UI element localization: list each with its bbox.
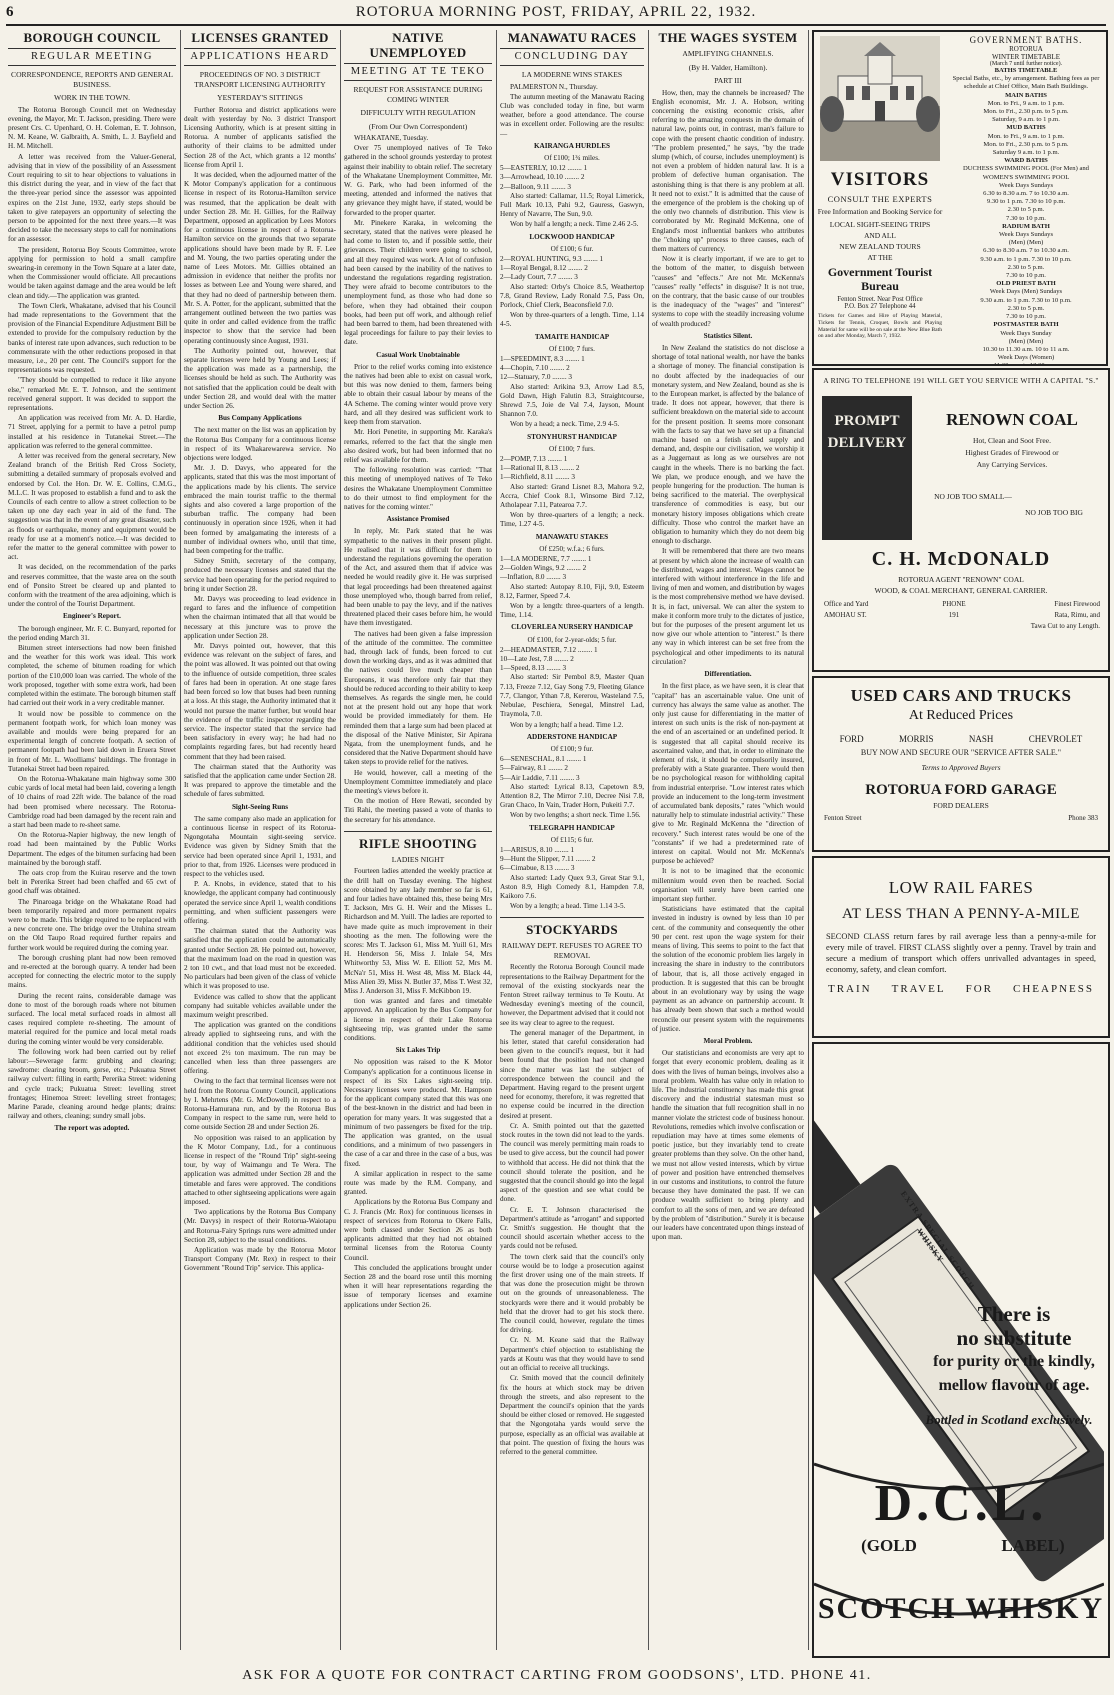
headline: THE WAGES SYSTEM [658,30,798,45]
paragraph: Our statisticians and economists are very apt to forget that every economic problem, dealing as it does with the lives of human beings, involves also a moral problem. Wealth has value only in relation to life. The industrial constituency has made this great discovery and the industrial statesman must so handle the situation that full recognition shall in no manner violate the strictest code of business honour. Revolutions, remedies which involve confiscation or repudiation may have at times some elements of poetic justice, but they invariably tend to create greater problems than they solve. On the other hand, we must not allow vested interests, which by virtue of power and position have entrenched themselves in our customs and institutions, to control the future because they have dominated the past. If we can produce wealth sufficient to bring plenty and comfort to all the sons of men, and we are defeated by the problem of "distribution." Surely it is because our leaders have concentrated upon things instead of upon man. [652,1049,804,1242]
paragraph: Of £115; 6 fur. [550,835,594,844]
paragraph: The application was granted on the conditions already applied to sightseeing runs, and with the additional condition that the vehicles used should not exceed 2½ ton maximum. The run may be cancelled when less than three passengers are offering. [184,1021,336,1076]
timetable-line: Week Days (Women) [997,354,1055,362]
paragraph: On the Rotorua-Whakatane main highway some 300 cubic yards of local metal had been laid, covering a length of 10 chains of road 22ft wide. The balance of the road had been promised where necessary. The Rotorua-Cambridge road had been damaged by the recent rain and a start had been made to re-sheet same. [8,774,176,829]
paragraph: Also started: Callamar, 11.5; Royal Limerick, Full Mark 10.13, Pahi 9.2, Gauress, Gaswyn, Henry of Navarre, The Sun, 9.0. [500,191,644,219]
deck: WORK IN THE TOWN. [54,93,130,102]
paragraph: Of £100; 1¾ miles. [544,153,600,162]
paragraph: Evidence was called to show that the applicant company had suitable vehicles available under the maximum weight prescribed. [184,992,336,1019]
paragraph: Further Rotorua and district applications were dealt with yesterday by No. 3 district Transport Licensing Authority, which is at present sitting in Rotorua. A number of applicants satisfied the authority of their claims to be admitted under Section 28 of the Act, which grants a 12 months' license from April 1. [184,105,336,169]
deck: (By H. Valder, Hamilton). [688,62,768,72]
paragraph: 5—Fairway, 8.1 ........ 2 [500,764,569,773]
paragraph: Mr. Davys was proceeding to lead evidence in regard to fares and the influence of competition when the chairman intimated that all that would be necessary at this juncture was to prove the application under Section 28. [184,595,336,640]
headline: MANAWATU RACES [507,30,637,45]
brand-chevrolet: CHEVROLET [1028,734,1083,744]
paragraph: 2—POMP, 7.13 ........ 1 [500,455,568,464]
timetable-line: 2.30 to 5 p.m. [1007,304,1045,312]
paragraph: Mr. Hori Penetite, in supporting Mr. Karaka's remarks, referred to the fact that the single men also desired work, but had been informed that no relief was available for them. [344,428,492,464]
whisky-slogan [926,1302,1102,1398]
slogan-word: TRAIN [828,983,872,995]
paragraph: 6—Cimabue, 8.13 ........ 3 [500,864,575,873]
slogan-line: no substitute [956,1326,1072,1350]
timetable-line: RADIUM BATH [1002,222,1050,230]
column-borough-council [8,30,176,1660]
paragraph: It was decided, when the adjourned matter of the K Motor Company's application for a continuous license in respect of its Rotorua-Hamilton service was resumed, that the application be dealt with under Section 28. Mr. H. Gillies, for the Railway Department, opposed an application by Lees Motors for a continuous license in respect of a Rotorua-Hamilton service on the grounds that two separate applications should have been made by R. F. Lee and M. Young, the two parties operating under the name of Lees Motors. Mr. Gillies obtained an admission in evidence that neither the profits nor losses as between Lee and Young were shared, and that they had no deed of partnership between them. Mr. S. A. Potter, for the applicant, submitted that the arrangement outlined between the two parties was quite in order and called evidence from the traffic inspector to show that the service had been operating continuously since August, 1931. [184,170,336,345]
paragraph: 6—SENESCHAL, 8.1 ........ 1 [500,755,587,764]
gold-label-left: (GOLD [861,1536,917,1555]
rail-body: SECOND CLASS return fares by rail average less than a penny-a-mile for every mile of travel. FIRST CLASS slightly over a penny. Travel by train and secure a medium of transport which offers unrivalled advantages in speed, economy, safety, and clean comfort. [826,932,1096,974]
slogan-line: mellow flavour of age. [938,1377,1090,1394]
paragraph: The chairman stated that the Authority was satisfied that the application could be automatically granted under Section 28. He pointed out, however, that the maximum load on the road in question was 2 ton 10 cwt., and that load must not be exceeded. No particulars had been given of the class of vehicle which it was proposed to use. [184,927,336,991]
cars-terms: Terms to Approved Buyers [921,763,1001,772]
paragraph: Cr. Smith moved that the council definitely fix the hours at which stock may be driven through the streets, and also represent to the Department the council's opinion that the yards should be either closed or removed. He suggested that the Ngongotaha yards would serve the purpose, especially as an official was available at that point. The question of fixing the hours was referred to the general committee. [500,1374,644,1456]
column-rule [340,30,341,1650]
timetable-line: Mon. to Fri., 9 a.m. to 1 p.m. [987,132,1065,140]
section-subhead: TAMAITE HANDICAP [534,332,610,341]
baths-title: GOVERNMENT BATHS. [969,35,1083,45]
coal-desc: Hot, Clean and Soot Free. [973,436,1051,445]
headline: LICENSES GRANTED [191,30,329,45]
coal-desc: Highest Grades of Firewood or [965,448,1059,457]
ad-used-cars [812,676,1110,852]
prompt-delivery-block [822,396,912,540]
timetable-line: OLD PRIEST BATH [996,280,1056,288]
paragraph: 2—HEADMASTER, 7.12 ........ 1 [500,645,598,654]
paragraph: Applications by the Rotorua Bus Company and C. J. Francis (Mr. Rox) for continuous licenses in respect of services from Rotorua to Okere Falls, were both classed under Section 26 as both applicants admitted that they had not obtained terminal licenses from the Rotorua County Council. [344,1198,492,1262]
paragraph: 1—LA MODERNE, 7.7 ........ 1 [500,555,592,564]
timetable-line: MAIN BATHS [1005,91,1047,99]
section-subhead: Assistance Promised [386,515,450,524]
paragraph: In reply, Mr. Park stated that he was sympathetic to the natives in their present plight. He realised that it was difficult for them to understand the regulations governing the operation of the Act, and assured them that if advice was needed he would readily give it. He was surprised that legal proceedings had been threatened against those unemployed who, though barred from relief, had been unable to pay the levy, and if the natives threatened placed their cases before him, he would have them investigated. [344,527,492,628]
paragraph: Also started: Autopay 8.10, Fiji, 9.0, Esteem 8.12, Farmer, Speed 7.4. [500,582,644,600]
paragraph: Also started: Sir Pembol 8.9, Master Quan 7.13, Freeze 7.12, Gay Song 7.9, Fleeting Glance 7.7, Clangor, Ythan 7.8, Kererou, Wasteland 7.5, Nebulae, Peschiera, Senegal, Minstrel Lad, Traymola, 7.0. [500,673,644,719]
prompt-delivery-label: PROMPT DELIVERY [827,413,907,451]
page-number: 6 [6,4,15,20]
timetable-line: BATHS TIMETABLE [994,67,1058,74]
brand-dcl: D.C.L. [874,1475,1048,1532]
timetable-line: 9.30 a.m. to 1 p.m. 7.30 to 10 p.m. [980,255,1072,263]
building-illustration-icon [820,36,940,161]
deck: LADIES NIGHT [391,854,445,864]
paragraph: Of £100; 7 furs. [549,444,595,453]
paragraph: It would now be possible to commence on the permanent footpath work, for which loan money was available and moulds were being prepared for an experimental length of concrete footpath. A section of permanent footpath had been laid down in Eruera Street in front of Mr. L. Woolliams' buildings. The frontage in Tutanekai Street had been repaired. [8,709,176,773]
paragraph: tion was granted and fares and timetable approved. An application by the Bus Company for a license in respect of their Lake Rotorua sightseeing trip, was granted under the same conditions. [344,997,492,1042]
rail-sub: AT LESS THAN A PENNY-A-MILE [842,906,1080,922]
paragraph: The natives had been given a false impression of the attitude of the committee. The committee had, through lack of funds, been forced to cut down the working days, and as it was admitted that the natives could live much cheaper than Europeans, it was therefore only fair that they should be reduced according to their ability to keep themselves. As regards the single men, he could not at the present hold out any hope that work would be provided immediately for them. He reminded them that a large sum had been placed at the disposal of the Native Minister, Sir Apirana Ngata, from the unemployment funds, and he considered that the Native Department should have taken steps to provide relief for the natives. [344,629,492,767]
paragraph: Over 75 unemployed natives of Te Teko gathered in the school grounds yesterday to protest against their inability to obtain relief. The secretary of the Whakatane Unemployment Committee, Mr. W. G. Park, who had been informed of the meeting, attended and informed the natives that any grievance they might have, if stated, would be forwarded to the proper quarter. [344,144,492,217]
paragraph: It was decided, on the recommendation of the parks and reserves committee, that the waste area on the south end of Ponsito Street be cleared up and planted to conform with the treatment of the area adjoining, which is under the control of the Tourist Department. [8,563,176,609]
bottle-label-text: EXTRA SPECIAL SCOTCH WHISKY [898,1189,977,1292]
paragraph: 2—Lady Court, 7.7 ........ 3 [500,273,578,282]
paragraph: The same company also made an application for a continuous license in respect of its Rotorua-Ngongotaha Mountain sight-seeing service. Evidence was given by Sidney Smith that the service had been operated since April 1, 1931, and prior to that, from 1926. Licenses were produced in respect to the vehicles used. [184,814,336,878]
section-subhead: KAIRANGA HURDLES [533,141,611,150]
timetable-line: 7.30 to 10 p.m. [1006,214,1046,222]
paragraph: Also started: Lyrical 8.13, Capetown 8.9, Attention 8.2, The Mirror 7.10, Decree Nisi 7.8, Gran Chaco, In Vain, Trader Horn, Pukeiti 7.7. [500,782,644,810]
paragraph: "They should be compelled to reduce it like anyone else," remarked Mr. E. T. Johnson, and the sentiment received general support. It was decided to support the representations. [8,376,176,412]
section-subhead: Six Lakes Trip [395,1046,441,1055]
coal-ring: A RING TO TELEPHONE 191 WILL GET YOU SERVICE WITH A CAPITAL "S." [823,376,1099,385]
paragraph: An application was received from Mr. A. D. Hardie, 71 Street, applying for a permit to have a petrol pump installed at his residence in Tutanekai Street.—The application was referred to the general committee. [8,414,176,450]
paragraph: During the recent rains, considerable damage was done to most of the borough roads where not bitumen surfaced. The local metal surfaced roads in almost all cases required complete re-sheeting. The amount of material required for the pumice and local metal roads during the coming winter would be very considerable. [8,991,176,1046]
paragraph: It will be remembered that there are two means at present by which alone the increase of wealth can be distributed, wages and interest. Wages cannot be interfered with without interference in the life and living of men and women, and distribution by wages is the most comprehensive method we have devised. It is, in fact, universal. We can alter the system to make it conform more truly to the dictates of justice, but for the purposes of the present argument let us now give our whole attention to "interest." Is there any way in which interest can be set free from the psychological and other impediments to its natural circulation? [652,547,804,666]
garage-dealers: FORD DEALERS [933,801,989,810]
brand-ford: FORD [839,734,864,744]
paragraph: Also started: Arikina 9.3, Arrow Lad 8.5, Gold Dawn, High Falutin 8.3, Straightcourse, Shrewd 7.5, Joie de Val 7.4, Jayson, Mount Shannon 7.0. [500,382,644,419]
paragraph: How, then, may the channels be increased? The English economist, Mr. J. A. Hobson, writing concerning the existing economic crisis, after referring to the amazing conquests in the domain of natural law, points out, in contrast, man's failure to cope with the present chaotic condition of industry. "The problem presented," he says, "by the trade slump (which, of course, includes unemployment) is not even a problem of hidden natural law. It is a problem of defective human organisation. The astonishing thing is that there is any problem at all. It need not to exist." It is admitted that the cause of the emergence of the problem is the choking up of the only two channels of distribution. This view is corroborated by Mr. Reginald McKenna, one of England's most influential bankers who attributes the "choking up" process to three causes, each of them matters of currency. [652,88,804,253]
headline-stockyards: STOCKYARDS [500,917,644,937]
paragraph: Statisticians have estimated that the capital invested in industry is owned by less than 10 per cent. of the community and consequently the other 90 per cent. rest upon the wage system for their means of living. This seems to point to the fact that the solution of the economic problem lies largely in increasing the share in industry to the contributors of labour, that is, all those actively engaged in production. It is suggested that this can be brought about in an evolutionary way by using the wage payment as an advance on partnership account. It has already been shown that such a method would reconcile our present system with the requirements of justice. [652,905,804,1033]
paragraph: 5—Air Laddie, 7.11 ........ 3 [500,773,580,782]
subheadline: CONCLUDING DAY [500,48,644,66]
timetable-line: 7.30 to 10 p.m. [1006,313,1046,321]
renown-title: RENOWN COAL [946,410,1078,429]
paragraph: Also started: Grand Lisnet 8.3, Mahora 9.2, Accra, Chief Cook 8.1, Winsome Bird 7.12, Atholapear 7.11, Patearoa 7.7. [500,482,644,510]
article-body [184,106,336,1274]
column-rule [496,30,497,1650]
paragraph: Recently the Rotorua Borough Council made representations to the Railway Department for the removal of the existing stockyards near the Fenton Street railway terminus to Te Koutu. At Wednesday evening's meeting of the council, however, the Department advised that it could not see its way clear to agree to the request. [500,963,644,1027]
paragraph: Won by a length; half a head. Time 1.2. [510,720,624,729]
paragraph: Of £100, for 2-year-olds; 5 fur. [527,635,617,644]
timetable-line: DUCHESS SWIMMING POOL (For Men) and WOMEN'S SWIMMING POOL [963,165,1089,181]
coal-small: NO JOB TOO SMALL— [934,492,1012,501]
paragraph: 10—Late Jest, 7.8 ........ 2 [500,655,574,664]
brand-morris: MORRIS [899,734,934,744]
section-subhead: Statistics Silent. [703,331,753,340]
paragraph: The next matter on the list was an application by the Rotorua Bus Company for a continuous license in respect of its Whakarewarewa service. No objections were lodged. [184,426,336,463]
firewood-line: Rata, Rimu, and [1054,611,1100,619]
rail-slogan [828,983,1094,995]
paragraph: Of £250; w.f.a.; 6 furs. [539,544,605,553]
paragraph: 1—Speed, 8.13 ........ 3 [500,664,567,673]
ad-dcl-whisky [812,1042,1110,1658]
paragraph: The borough crushing plant had now been removed and re-erected at the borough quarry. A tender had been accepted for connecting the electric motor to the supply mains. [8,953,176,990]
paragraph: The autumn meeting of the Manawatu Racing Club was concluded today in fine, but warm weather, before a good attendance. The course was in excellent order. Following are the results:— [500,92,644,138]
deck: AMPLIFYING CHANNELS. [682,49,774,58]
timetable-line: (Men) (Men) [1008,337,1044,345]
section-subhead: Bus Company Applications [218,414,302,423]
section-subhead: LOCKWOOD HANDICAP [529,232,615,241]
timetable-line: 7.30 to 10 p.m. [1006,272,1046,280]
paragraph: The following resolution was carried: "That this meeting of unemployed natives of Te Teko desires the Whakatane Unemployment Committee to do their utmost to find employment for the natives for the coming winter." [344,466,492,511]
timetable-line: 6.30 to 8.30 a.m. 7 to 10.30 a.m. [983,247,1069,255]
phone-label: PHONE [942,600,966,608]
column-rule [180,30,181,1650]
timetable-line: 10.30 to 11.30 a.m. 10 to 11 a.m. [982,345,1070,353]
rail-title: LOW RAIL FARES [888,878,1034,897]
baths-sub3: (March 7 until further notice). [989,61,1063,67]
timetable-line: 9.30 a.m. to 1 p.m. 7.30 to 10 p.m. [980,296,1072,304]
gold-label-right: LABEL) [1001,1536,1065,1555]
paragraph: Also started: Orby's Choice 8.5, Weathertop 7.8, Grand Review, Lady Ronald 7.5, Pass On, Porlock, Chief Clerk, Beaconsfield 7.0. [500,282,644,309]
section-subhead: Moral Problem. [703,1037,753,1046]
paragraph: Of £100; 6 fur. [550,244,594,253]
paragraph: The chairman stated that the Authority was satisfied that the application came under Section 28. It was prepared to approve the timetable and the schedule of fares submitted. [184,762,336,799]
timetable-line: Special Baths, etc., by arrangement. Bathing fees as per schedule at Chief Office, Main Bath Buildings. [952,75,1100,91]
garage-footer [824,814,1098,822]
cars-buy: BUY NOW AND SECURE OUR "SERVICE AFTER SALE." [860,748,1062,757]
office-label: Office and Yard [824,600,869,608]
paragraph: The Authority pointed out, however, that separate licenses were held by Young and Lees; if the application was made as a partnership, the licenses should be held as such. The Authority was not satisfied that the application could be dealt with under Section 28, and would deal with the matter under Section 26. [184,346,336,410]
paragraph: 3—Arrowhead, 10.10 ........ 2 [500,173,585,182]
paragraph: Won by three-quarters of a length; a neck. Time, 1.27 4-5. [500,511,644,529]
paragraph: PALMERSTON N., Thursday. [510,82,598,91]
timetable-line: 9.30 to 1 p.m. 7.30 to 10 p.m. [986,198,1066,206]
paragraph: 1—Richfield, 8.11 ........ 3 [500,473,575,482]
column-rule [648,30,649,1650]
timetable-line: Mon. to Fri., 2.30 p.m. to 5 p.m. [983,108,1069,116]
paragraph: No opposition was raised to the K Motor Company's application for a continuous license in respect of its Six Lakes sight-seeing trip. Necessary licenses were produced. Mr. Hampson for the applicant company stated that this was one of the best-known in the district and had been in operation for many years. It was suggested that a minimum of two passengers be fixed for the trip. The application was granted, on the usual conditions, and a minimum of two passengers in the case of a car and three in the case of a bus, was fixed. [344,1058,492,1168]
section-subhead: Casual Work Unobtainable [376,350,460,359]
firewood-line: Finest Firewood [1054,600,1100,608]
garage-name: ROTORUA FORD GARAGE [865,782,1057,798]
section-subhead: MANAWATU STAKES [535,532,609,541]
timetable-line: Mon. to Fri., 2.30 p.m. to 5 p.m. [983,140,1069,148]
slogan-word: FOR [965,983,994,995]
section-subhead: TELEGRAPH HANDICAP [529,823,615,832]
paragraph: 1—SPEEDMINT, 8.3 ........ 1 [500,354,585,363]
article-body [8,106,176,1134]
bureau-note: Tickets for Games and Hire of Playing Material, Tickets for Tennis, Croquet, Bowls and Playing Material for same will be on sale at the New Blue Bath on and after Monday, March 7, 1932. [818,313,942,340]
paragraph: 1—Rational II, 8.13 ........ 2 [500,464,580,473]
timetable-line: WARD BATHS [1004,157,1048,165]
paragraph: Won by a head; a neck. Time, 2.9 4-5. [510,420,620,429]
headline: BOROUGH COUNCIL [23,30,161,45]
paragraph: The Town Clerk, Whakatane, advised that his Council had made representations to the Government that the provision of the Financial Expenditure Adjustment Bill be extended to provide for the compulsory reduction by the banks of interest rate upon advances, such reduction to be commensurate with the other reductions proposed in that measure, i.e., 20 per cent. The Council's support for the representations was requested. [8,301,176,375]
masthead [6,2,1106,26]
section-subhead: Sight-Seeing Runs [231,802,289,811]
paragraph: In the first place, as we have seen, it is clear that "capital" has an ascertainable value. One unit of currency has always the same value as another. The only just cause for differentiating in the matter of interest on such units is the risk of non-payment at the end of an ascertained or an undefined period. It is suggested that all capital should receive its ascertained value, and that, in order to eliminate the element of risk, it should be compulsorily insured, preferably with a State guarantee. There would then be no psychological reason for withholding capital from industrial enterprise. "Low interest rates which provide an inducement to the long-term investment of accumulated bank deposits," rates "which would naturally help to stimulate industrial activity." These give to Mr. Reginald McKenna the "direction of recovery." Such interest rates would be one of the "constants" if we had a predetermined rate of interest on capital. Would not Mr. McKenna's purpose be achieved? [652,682,804,866]
cars-title: USED CARS AND TRUCKS [850,686,1072,705]
paragraph: 9—Hunt the Slipper, 7.11 ........ 2 [500,855,596,864]
paragraph: Won by two lengths; a short neck. Time 1.56. [510,811,641,820]
paragraph: Mr. J. D. Davys, who appeared for the applicants, stated that this was the most important of the applications made by his clients. The service embraced the main tourist traffic to the thermal sights and also covered a large proportion of the suburban traffic. The company had been continuously in operation since 1926, when it had been formed by amalgamating the interests of a number of individual owners who, until that time, had been competing for the traffic. [184,464,336,556]
garage-phone: Phone 383 [1068,814,1098,822]
paragraph: 5—EASTERLY, 10.12 ........ 1 [500,164,588,173]
headline-rifle-shooting: RIFLE SHOOTING [344,831,492,851]
paragraph: This concluded the applications brought under Section 28 and the board rose until this morning when it will hear representations regarding the issue of temporary licenses and examine applications under Section 26. [344,1263,492,1309]
slogan-word: CHEAPNESS [1013,983,1094,995]
visitors-line: NEW ZEALAND TOURS [839,242,921,251]
paragraph: In New Zealand the statistics do not disclose a shortage of total national wealth, nor have the banks a shortage of money. The financial constipation is no doubt affected by the inadequacies of our monetary system, and New Zealand, bound as she is to the European market, is affected by the balance of trade. It does not appear, however, that there is sufficient breakdown on the material side to account for the present position. It seems more consonant with the facts to say that we have set up a financial machine based on a fetish called supply and demand, and, despite our civilisation, we worship it as a Juggernaut as long as we ourselves are not caught in the wheels. There is no barking the fact. We plan, we produce enough, and we have the people hungering for the production. The human is being sacrificed to the material. The overphysical transference of commodities is easy, but our monetary history imposes obligations which create difficulty. Those who control the market have an obligation to humanity which they do not deem big enough to discharge. [652,343,804,546]
firewood-line: Tawa Cut to any Length. [1030,622,1100,630]
ad-government-baths [946,30,1108,366]
deck: DIFFICULTY WITH REGULATION [360,108,476,117]
paragraph: 1—ARISUS, 8.10 ........ 1 [500,845,575,854]
slogan-line: for purity or the kindly, [933,1353,1095,1370]
paragraph: The oats crop from the Kuirau reserve and the town belt in Pererika Street had been chaffed and 65 cwt of good chaff was obtained. [8,868,176,896]
timetable-line: Week Days Sunday [1000,329,1052,337]
paragraph: The general manager of the Department, in his letter, stated that careful consideration had been given to the council's request, but it had been found that the position had not changed since the matter was last the subject of correspondence between the council and the Department. Having regard to the present urgent need for economy, therefore, it was regretted that no expense could be incurred in the direction desired at present. [500,1028,644,1120]
cars-sub: At Reduced Prices [908,708,1014,723]
deck: LA MODERNE WINS STAKES [521,70,623,79]
paragraph: 2—Balloon, 9.11 ........ 3 [500,182,572,191]
bureau-address: Fenton Street. Near Post Office [837,296,923,303]
visitors-line: LOCAL SIGHT-SEEING TRIPS [829,220,931,229]
section-subhead: CLOVERLEA NURSERY HANDICAP [511,623,633,632]
column-wages-system [652,30,804,1660]
paragraph: The town clerk said that the council's only course would be to lodge a prosecution against the first drover using one of the main streets. If that was done the prosecution might be thrown out on the grounds of unreasonableness. The stockyards were there and it would probably be held that the drover had to get his stock there. The council could, however, regulate the times for driving. [500,1252,644,1335]
article-body [344,134,492,825]
visitors-line: Free Information and Booking Service for [817,207,943,216]
paragraph: He would, however, call a meeting of the Unemployment Committee immediately and place the meeting's views before it. [344,768,492,796]
paragraph: No opposition was raised to an application by the K Motor Company, Ltd., for a continuous license in respect of the "Round Trip" sight-seeing tour, by way of Waimangu and Te Wera. The application was admitted under Section 28 and the timetable and fares were approved. The conditions attached to other sightseeing applications were again imposed. [184,1133,336,1207]
paragraph: WHAKATANE, Tuesday. [354,134,429,142]
merchant-sub: ROTORUA AGENT "RENOWN" COAL [898,575,1024,584]
bureau-box: P.O. Box 27 Telephone 44 [844,303,916,310]
paragraph: A similar application in respect to the same route was made by the R.M. Company, and granted. [344,1169,492,1197]
paragraph: The Pinaroaga bridge on the Whakatane Road had been temporarily repaired and more permanent repairs were to be made. This bridge required to be replaced with a new concrete one. The bridge over the Utuhina stream on the Old Taupo Road required further repairs and further work would be required during the coming year. [8,897,176,952]
ad-renown-coal [812,368,1110,672]
section-subhead: The report was adopted. [54,1124,130,1133]
timetable-line: 2.30 to 5 p.m. [1007,206,1045,214]
timetable-line: 11.30 a.m. to 12.30 p.m. [993,362,1059,366]
paragraph: Prior to the relief works coming into existence the natives had been able to exist on casual work, but this was now denied to them, farmers being able to obtain their casual labour by means of the 4A Scheme. The coming winter would prove very hard, and all they desired was sufficient work to keep them from starvation. [344,362,492,427]
timetable-line: 6.30 to 8.30 a.m. 7 to 10.30 a.m. [983,190,1069,198]
timetable-line: MUD BATHS [1006,124,1046,132]
paragraph: Mr. Pinekere Karaka, in welcoming the secretary, stated that the natives were pleased he had come to listen to, and if possible settle, their grievances. Their children were going to school, and all they required was work. A lot of confusion had been caused by the inability of the natives to understand the regulations regarding registration. They were afraid to become contributors to the unemployment fund, as those who had done so before, when they had obtained their coupon books, had been put off work, and although relief had been barred to them, had been threatened with legal proceedings for failure to pay their levies to date. [344,218,492,347]
masthead-title: ROTORUA MORNING POST, FRIDAY, APRIL 22, 1932. [355,4,757,20]
ad-tourist-bureau [812,30,947,366]
paragraph: Cr. A. Smith pointed out that the gazetted stock routes in the town did not lead to the yards. The council was merely permitting main roads to be used to give access, but the council had power to withhold that access. He did not think that the council should tolerate the position, and he suggested that the council should go into the legal aspect of the question and see what could be done. [500,1121,644,1204]
column-manawatu-races [500,30,644,1660]
paragraph: Cr. E. T. Johnson characterised the Department's attitude as "arrogant" and supported Cr. Smith's suggestion. He thought that the council should ascertain whether access to the yards could not be refused. [500,1205,644,1251]
timetable-line: Week Days Sundays [998,181,1054,189]
deck: YESTERDAY'S SITTINGS [217,93,303,102]
car-brands [822,734,1100,744]
baths-timetable [946,67,1106,366]
bureau-name: Government Tourist Bureau [827,265,933,293]
paragraph: It is not to be imagined that the economic millennium would even then be reached. Social organisation will surely have been carried one important step further. [652,867,804,903]
garage-street: Fenton Street [824,814,862,822]
paragraph: Of £100; 7 furs. [549,344,595,353]
deck: CORRESPONDENCE, REPORTS AND GENERAL BUSINESS. [11,70,173,89]
merchant-name: C. H. McDONALD [871,548,1051,570]
paragraph: A letter was received from the Valuer-General, advising that in view of the possibility of an Assessment Court requiring to sit to hear objections to valuations in this district during the year, and in view of the fact that the three-year period since the assessor was appointed expires on the 21st June, 1932, early steps should be taken to give ratepayers an opportunity of selecting the person to be appointed for the next three years.—It was decided to take the necessary steps to call for nominations for an assessor. [8,152,176,244]
paragraph: Of £100; 9 fur. [550,744,594,753]
paragraph: Won by half a length; a neck. Time 2.46 2-5. [510,220,639,229]
brand-nash: NASH [968,734,994,744]
visitors-title: VISITORS [830,169,930,190]
section-subhead: STONYHURST HANDICAP [527,432,617,441]
paragraph: The Rotorua Borough Council met on Wednesday evening, the Mayor, Mr. T. Jackson, presiding. There were present Crs. C. Upenhard, O. H. Coleman, E. T. Johnson, N. M. Keane, W. Galbraith, A. Smith, L. J. Bayfield and H. M. Mitchell. [8,105,176,151]
section-subhead: Differentiation. [704,670,752,679]
phone-number: 191 [948,611,960,619]
visitors-line: CONSULT THE EXPERTS [827,194,933,204]
office-street: AMOHAU ST. [824,611,867,619]
paragraph: The president, Rotorua Boy Scouts Committee, wrote applying for permission to hold a small campfire swearing-in ceremony in the Town Square at a later date, when the Commissioner would officiate. All precautions would be taken against damage and the area would be left clean and tidy.—The application was granted. [8,245,176,300]
paragraph: Bitumen street intersections had now been finished and the weather for this work was ideal. This work completed, the scheme of bitumen roading for which portion of the £10,000 loan was carried. The whole of the work proposed, together with some extra work, had been completed within the estimate. The borough bitumen staff had carried out their work in a very creditable manner. [8,644,176,708]
column-licenses-granted [184,30,336,1660]
slogan-line: There is [977,1302,1051,1326]
deck: REQUEST FOR ASSISTANCE DURING COMING WINTER [353,85,483,104]
coal-big: NO JOB TOO BIG [1025,508,1083,517]
paragraph: 4—Chopin, 7.10 ........ 2 [500,364,570,373]
subheadline: MEETING AT TE TEKO [344,63,492,81]
paragraph: Application was made by the Rotorua Motor Transport Company (Mr. Rex) in respect to their Government "Round Trip" service. This applica- [184,1246,336,1273]
timetable-line: Saturday, 9 a.m. to 1 p.m. [992,116,1060,124]
paragraph: 2—Golden Wings, 9.2 ........ 2 [500,564,587,573]
paragraph: On the Rotorua-Napier highway, the new length of road had been maintained by the Public Works Department. The edges of the bitumen surfacing had been maintained by the borough staff. [8,831,176,867]
subheadline: REGULAR MEETING [8,48,176,66]
headline: NATIVE UNEMPLOYED [369,30,467,60]
timetable-line: Week Days Sundays [998,231,1054,239]
paragraph: Won by a length; a head. Time 1.14 3-5. [510,902,626,911]
timetable-line: Mon. to Fri., 9 a.m. to 1 p.m. [987,99,1065,107]
slogan-word: TRAVEL [891,983,946,995]
visitors-line: AND ALL [864,231,896,240]
paragraph: A letter was received from the general secretary, New Zealand branch of the British Red Cross Society, submitting a detailed summary of proposals evolved and endorsed by Col. the Hon. Dr. W. E. Collins, C.M.G., M.L.C. It was proposed to establish a fund and to ask the Councils of each centre to allow a street collection to be taken up one day each year in aid of the fund. The suggestion was that in the event of any great disaster, such as floods or earthquake, money and equipment would be ready for use at a moment's notice.—It was decided to refer the matter to the general committee with power to act. [8,452,176,562]
article-body [500,83,644,912]
timetable-line: 2.30 to 5 p.m. [1007,263,1045,271]
article-body-stockyards [500,963,644,1457]
article-body-rifle [344,867,492,1310]
paragraph: 12—Statuary, 7.0 ........ 3 [500,373,573,382]
bottled-in-scotland: Bottled in Scotland exclusively. [925,1412,1093,1427]
paragraph: 1—Royal Bengal, 8.12 ........ 2 [500,264,588,273]
timetable-line: POSTMASTER BATH [993,321,1059,329]
article-body [652,89,804,1243]
section-subhead: ADDERSTONE HANDICAP [526,732,618,741]
deck: (From Our Own Correspondent) [368,121,468,131]
paragraph: P. A. Knobs, in evidence, stated that to his knowledge, the applicant company had continuously operated the service since April 1, wealth conditions permitting, and when sufficient passengers were offering. [184,880,336,925]
column-rule [808,30,809,1650]
paragraph: Cr. N. M. Keane said that the Railway Department's chief objection to establishing the yards at Koutu was that they would have to send out an official to receive all truckings. [500,1336,644,1373]
paragraph: Also started: Lady Quex 9.3, Great Star 9.1, Aston 8.9, High Comedy 8.1, Hampden 7.8, Kaikoro 7.6. [500,873,644,900]
scotch-whisky: SCOTCH WHISKY [817,1592,1105,1625]
deck: PROCEEDINGS OF NO. 3 DISTRICT TRANSPORT LICENSING AUTHORITY [194,70,326,89]
paragraph: Mr. Davys pointed out, however, that this evidence was relevant on the subject of fares, and the point was allowed. It was pointed out that owing to the influence of outside competition, three scales of fares had been in operation. At one stage fares had been forced so low that buses had been running at a loss. At this stage, the Authority intimated that it would not pursue the matter further, but would hear the evidence of the traffic inspector regarding the service. The inspector stated that the service had been satisfactory in every way; he had had no complaints regarding fares, but had recently heard comment that they had been raised. [184,642,336,761]
merchant-sub2: WOOD, & COAL MERCHANT, GENERAL CARRIER. [874,586,1048,595]
visitors-line: AT THE [867,253,893,262]
paragraph: —Inflation, 8.0 ........ 3 [500,573,567,582]
paragraph: Two applications by the Rotorua Bus Company (Mr. Davys) in respect of their Rotorua-Waiotapu and Rotorua-Fairy Springs runs were admitted under Section 28, subject to the usual conditions. [184,1208,336,1244]
paragraph: 2—ROYAL HUNTING, 9.3 ........ 1 [500,254,604,263]
timetable-line: Week Days (Men) Sundays [989,288,1063,296]
ad-low-rail-fares [812,856,1110,1038]
timetable-line: (Men) (Men) [1008,239,1044,247]
subheadline: APPLICATIONS HEARD [184,48,336,66]
baths-sub2: WINTER TIMETABLE [992,53,1060,61]
deck: PART III [714,76,742,85]
paragraph: On the motion of Here Rewati, seconded by Titi Rahi, the meeting passed a vote of thanks to the secretary for his attendance. [344,797,492,824]
paragraph: Won by three-quarters of a length. Time, 1.14 4-5. [500,311,644,329]
footer-advert: ASK FOR A QUOTE FOR CONTRACT CARTING FROM GOODSONS', LTD. PHONE 41. [242,1668,872,1683]
paragraph: Owing to the fact that terminal licenses were not held from the Rotorua County Council, applications by I. Mehrtens (Mr. G. McDowell) in respect to a Rotorua-Hamurana run, and by the Rotorua Bus Company in respect to the same run, were held to come outside Section 28 and under Section 26. [184,1077,336,1132]
paragraph: The following work had been carried out by relief labour:—Sewerage farm: grubbing and clearing; sawdrome: clearing broom, gorse, etc.; Pukuatua Street railway culvert: filling in earth; Pererika Street: widening and cycle track; Pukuatua Street: levelling street frontages; Hinemoa Street: levelling street frontages; Marine Parade, cleaning around hedge plants; drains: railway and others, cleaning; sundry small jobs. [8,1047,176,1121]
deck: RAILWAY DEPT. REFUSES TO AGREE TO REMOVAL [501,941,643,960]
paragraph: Now it is clearly important, if we are to get to the bottom of the matter, to disguish between "causes" and "effects." Are not Mr. McKenna's "causes" really "effects" in disguise? It is not true, on the contrary, that the basic cause of our troubles is the inadequacy of the "wages" and "interest" systems to cope with the steadily increasing volume of wealth produced? [652,255,804,328]
paragraph: Fourteen ladies attended the weekly practice at the drill hall on Tuesday evening. The highest score obtained by any lady member so far is 61, and four ladies have obtained this, these being Mrs T. Jackson, Mrs G. H. Weir and the Misses L. Richardson and M. Yuill. The ladies are reported to have made quite as much improvement in their shooting as the men. The following were the scores: Mrs T. Jackson 61, Miss M. Yuill 61, Mrs H. Henderson 56, Miss J. Inlale 54, Mrs Whitworthy 53, Miss W. E. Elliott 52, Mrs M. McNa'r 51, Miss H. West 48, Miss M. Black 44, Miss Alien 39, Miss N. Butler 37, Miss T. West 32, Miss J. Anderson 31, Miss F. McKibbon 19. [344,867,492,995]
coal-desc: Any Carrying Services. [976,460,1048,469]
baths-sub: ROTORUA [1009,45,1043,53]
timetable-line: Saturday 9 a.m. to 1 p.m. [992,149,1060,157]
section-subhead: Engineer's Report. [63,612,121,621]
paragraph: Won by a length: three-quarters of a length. Time, 1.14. [500,602,644,620]
column-native-unemployed [344,30,492,1660]
paragraph: Sidney Smith, secretary of the company, produced the necessary licenses and stated that the service had been operating for the period required to bring it under Section 28. [184,557,336,593]
paragraph: The borough engineer, Mr. F. C. Bunyard, reported for the period ending March 31. [8,624,176,642]
